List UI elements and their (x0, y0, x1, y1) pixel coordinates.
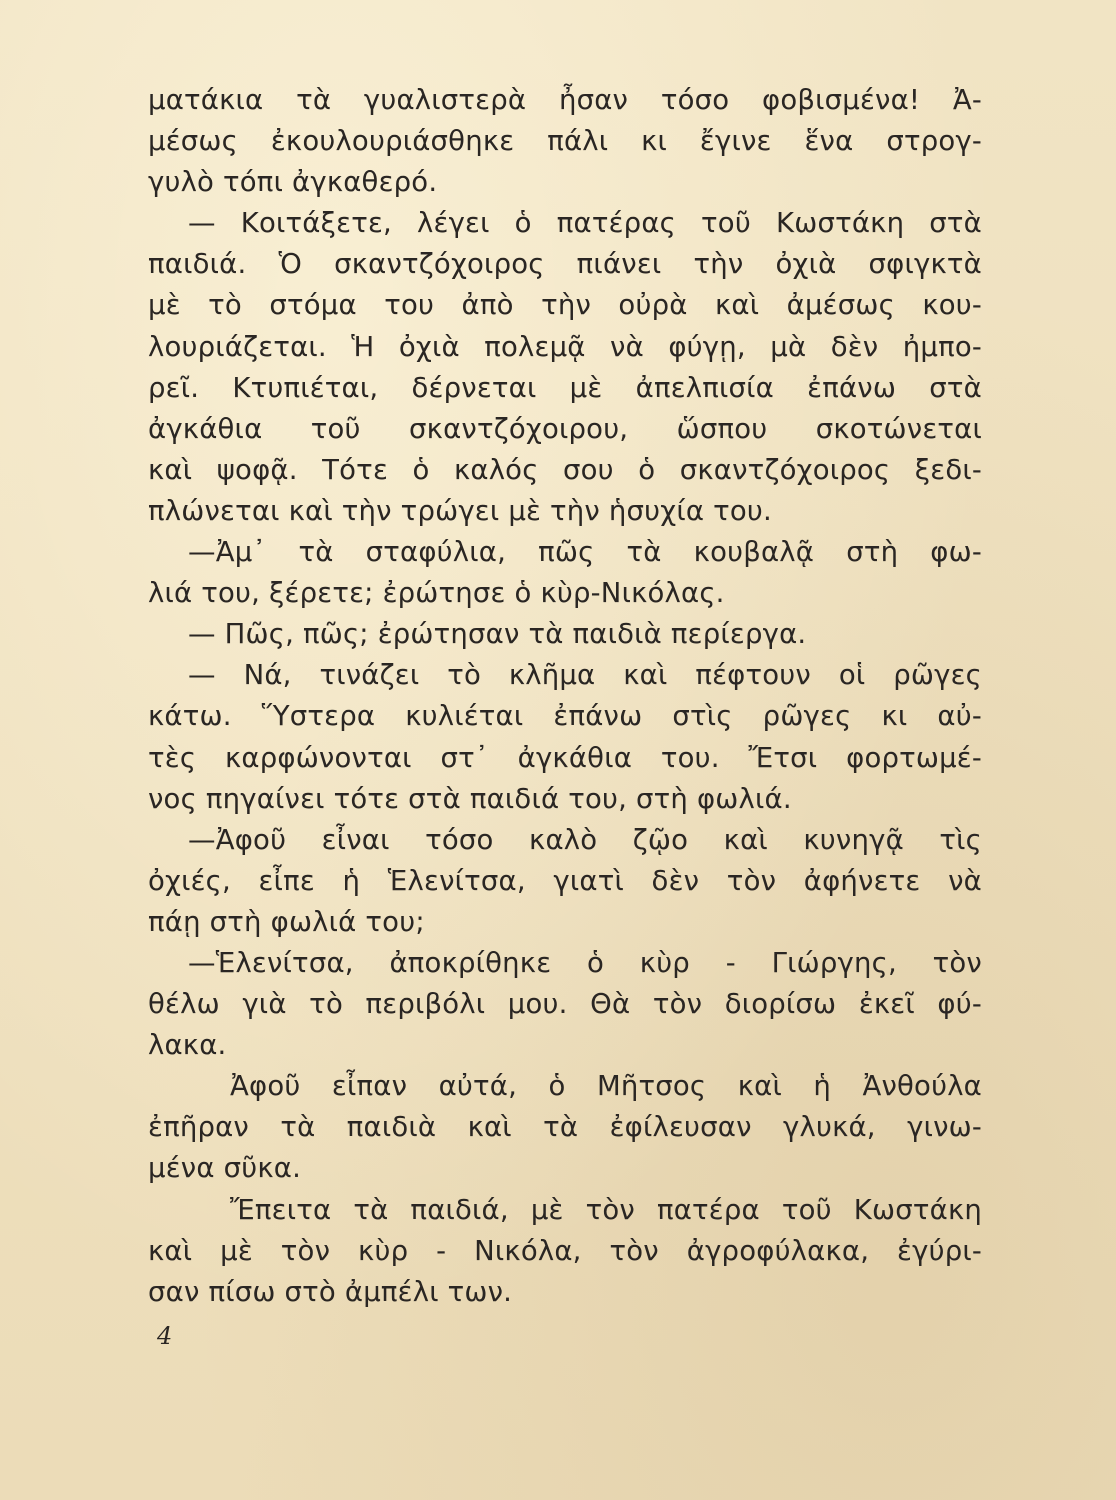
text-line: μένα σῦκα. (148, 1152, 302, 1185)
text-line: πλώνεται καὶ τὴν τρώγει μὲ τὴν ἡσυχία του. (148, 494, 772, 527)
text-line: Ἀφοῦ εἶπαν αὐτά, ὁ Μῆτσος καὶ ἡ Ἀνθούλα (230, 1070, 982, 1103)
text-line: ἀγκάθια τοῦ σκαντζόχοιρου, ὥσπου σκοτώνεται (148, 412, 982, 445)
text-line: —Ἑλενίτσα, ἀποκρίθηκε ὁ κὺρ - Γιώργης, τὸν (188, 946, 982, 979)
text-line: νος πηγαίνει τότε στὰ παιδιά του, στὴ φωλιά. (148, 782, 792, 815)
text-line: —Ἀμ᾽ τὰ σταφύλια, πῶς τὰ κουβαλᾷ στὴ φω- (188, 536, 982, 569)
page-number: 4 (157, 1322, 173, 1350)
text-line: σαν πίσω στὸ ἀμπέλι των. (148, 1275, 513, 1308)
text-line: καὶ ψοφᾷ. Τότε ὁ καλός σου ὁ σκαντζόχοιρος ξεδι- (148, 453, 982, 486)
text-line: — Κοιτάξετε, λέγει ὁ πατέρας τοῦ Κωστάκη στὰ (188, 207, 982, 240)
text-line: — Νά, τινάζει τὸ κλῆμα καὶ πέφτουν οἱ ρῶγες (188, 659, 982, 692)
text-line: — Πῶς, πῶς; ἐρώτησαν τὰ παιδιὰ περίεργα. (188, 618, 807, 651)
text-line: κάτω. Ὕστερα κυλιέται ἐπάνω στὶς ρῶγες κι αὐ- (148, 700, 982, 733)
text-line: —Ἀφοῦ εἶναι τόσο καλὸ ζῷο καὶ κυνηγᾷ τὶς (188, 823, 982, 856)
text-line: μέσως ἐκουλουριάσθηκε πάλι κι ἔγινε ἕνα στρογ- (148, 125, 982, 158)
text-line: καὶ μὲ τὸν κὺρ - Νικόλα, τὸν ἀγροφύλακα, ἐγύρι- (148, 1234, 982, 1267)
text-line: λιά του, ξέρετε; ἐρώτησε ὁ κὺρ-Νικόλας. (148, 577, 725, 610)
text-line: μὲ τὸ στόμα του ἀπὸ τὴν οὐρὰ καὶ ἀμέσως κου- (148, 289, 982, 322)
text-line: παιδιά. Ὁ σκαντζόχοιρος πιάνει τὴν ὀχιὰ σφιγκτὰ (148, 248, 982, 281)
text-line: λακα. (148, 1029, 227, 1062)
text-line: λουριάζεται. Ἡ ὀχιὰ πολεμᾷ νὰ φύγῃ, μὰ δὲν ἠμπο- (148, 330, 982, 363)
text-line: ἐπῆραν τὰ παιδιὰ καὶ τὰ ἐφίλευσαν γλυκά, γινω- (148, 1111, 982, 1144)
text-line: θέλω γιὰ τὸ περιβόλι μου. Θὰ τὸν διορίσω ἐκεῖ φύ- (148, 988, 982, 1021)
text-line: ρεῖ. Κτυπιέται, δέρνεται μὲ ἀπελπισία ἐπάνω στὰ (148, 371, 982, 404)
text-line: Ἔπειτα τὰ παιδιά, μὲ τὸν πατέρα τοῦ Κωστάκη (230, 1193, 982, 1226)
text-line: ὀχιές, εἶπε ἡ Ἑλενίτσα, γιατὶ δὲν τὸν ἀφήνετε νὰ (148, 864, 982, 897)
text-line: τὲς καρφώνονται στ᾽ ἀγκάθια του. Ἔτσι φορτωμέ- (148, 741, 982, 774)
body-text (148, 80, 982, 1313)
text-line: πάῃ στὴ φωλιά του; (148, 905, 425, 938)
text-line: ματάκια τὰ γυαλιστερὰ ἦσαν τόσο φοβισμένα! Ἀ- (148, 84, 982, 116)
text-line: γυλὸ τόπι ἀγκαθερό. (148, 166, 438, 199)
